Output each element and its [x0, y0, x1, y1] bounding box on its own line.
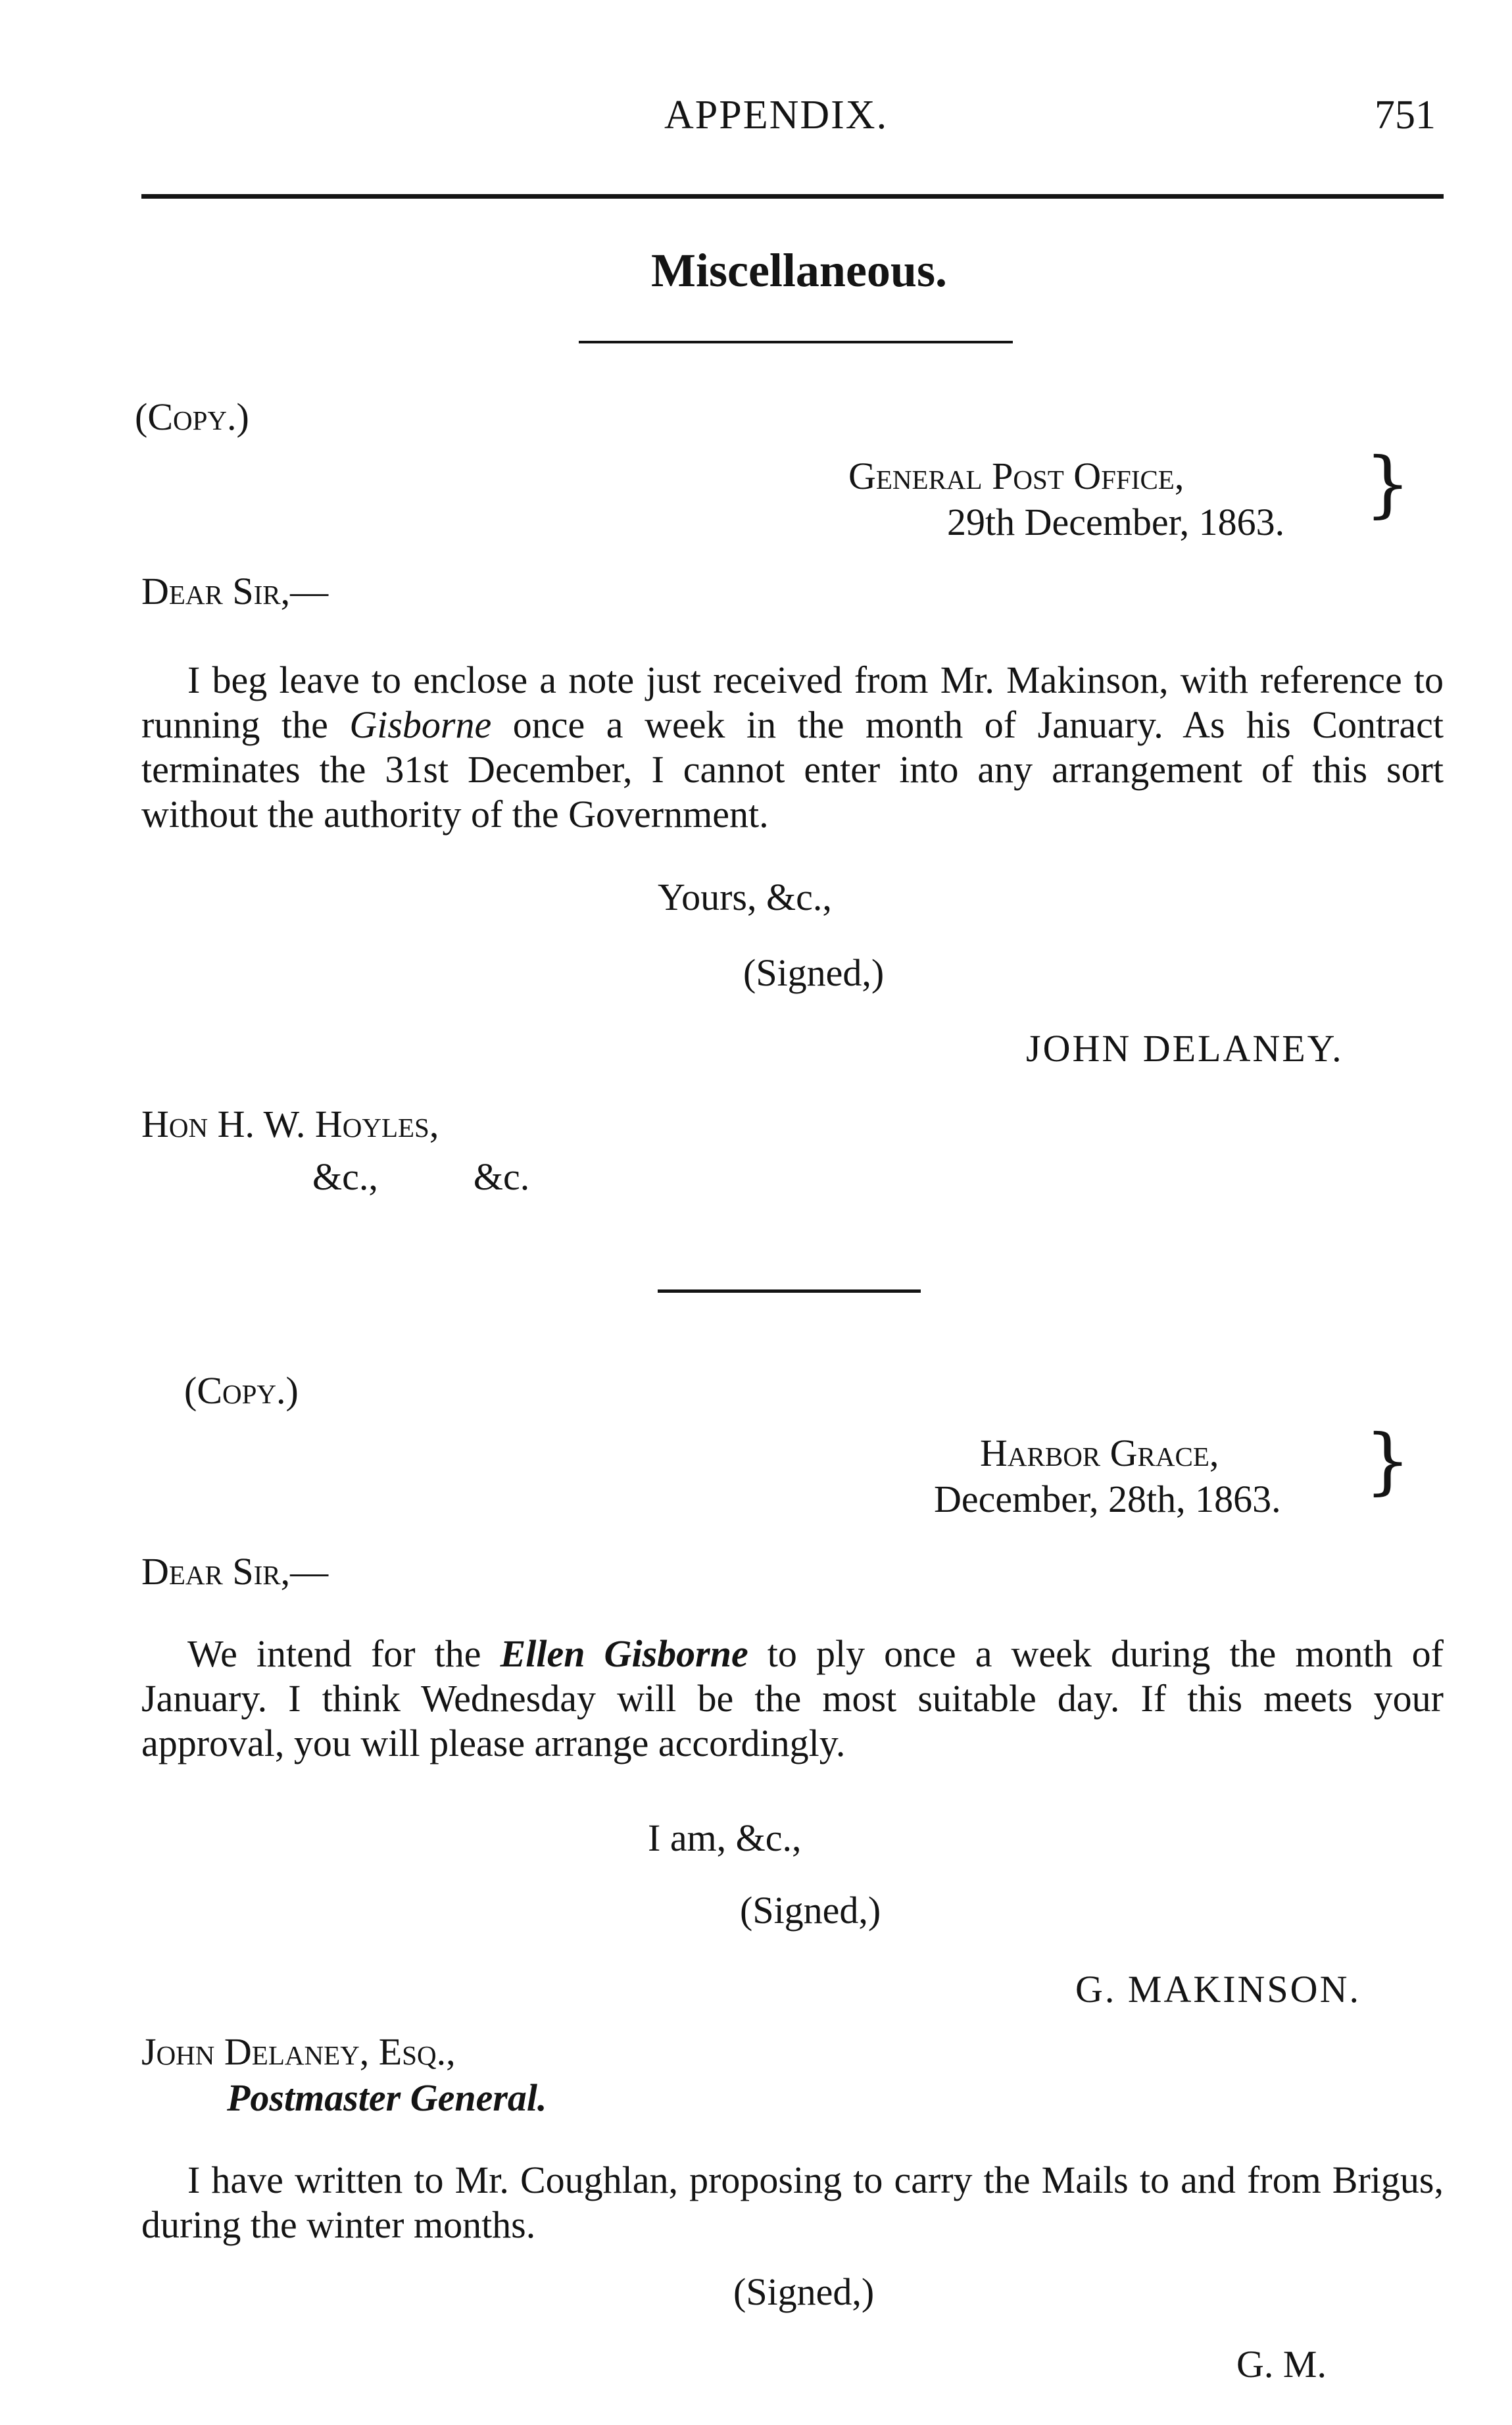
letter1-copy-label: (Copy.): [135, 395, 249, 438]
running-header-title: APPENDIX.: [664, 93, 889, 138]
letter1-salutation: Dear Sir,—: [141, 570, 329, 612]
letter1-closing: Yours, &c.,: [658, 876, 832, 918]
letter2-recipient-name: John Delaney, Esq.,: [141, 2030, 456, 2073]
postscript-signed: (Signed,): [733, 2270, 875, 2313]
letter2-signature: G. MAKINSON.: [1075, 1968, 1361, 2011]
letter2-address-line1: Harbor Grace,: [980, 1432, 1219, 1474]
letter1-recipient-etc: &c., &c.: [312, 1155, 530, 1198]
letter2-body: We intend for the Ellen Gisborne to ply once a week during the month of January. I think Wednesday will be the most suitable day. If this meets your approval, you will please arrange accordingly.: [141, 1632, 1444, 1764]
letter1-signature: JOHN DELANEY.: [1026, 1027, 1344, 1070]
letter2-copy-label: (Copy.): [184, 1369, 299, 1412]
letter1-address-line1: General Post Office,: [848, 455, 1184, 497]
letter2-salutation: Dear Sir,—: [141, 1550, 329, 1593]
header-rule: [141, 194, 1444, 199]
postscript-signature: G. M.: [1236, 2343, 1327, 2386]
letter2-recipient-title: Postmaster General.: [227, 2076, 547, 2119]
letter2-signed: (Signed,): [740, 1889, 881, 1932]
letters-divider: [658, 1289, 921, 1293]
letter1-signed: (Signed,): [743, 951, 885, 994]
section-rule: [579, 341, 1013, 343]
letter2-address-line2: December, 28th, 1863.: [934, 1478, 1281, 1520]
letter1-address-brace: }: [1365, 441, 1411, 526]
letter2-address-brace: }: [1365, 1418, 1411, 1503]
letter2-closing: I am, &c.,: [648, 1816, 802, 1859]
letter1-address-line2: 29th December, 1863.: [947, 501, 1285, 543]
letter1-body: I beg leave to enclose a note just received from Mr. Makinson, with reference to running the Gisborne once a week in the month of January. As his Contract terminates the 31st December, I cannot enter into any arrangement of this sort without the authority of the Government.: [141, 659, 1444, 836]
postscript-body: I have written to Mr. Coughlan, proposing to carry the Mails to and from Brigus, during the winter months.: [141, 2159, 1444, 2246]
page-number: 751: [1375, 93, 1436, 138]
section-title: Miscellaneous.: [651, 244, 947, 297]
letter1-recipient-name: Hon H. W. Hoyles,: [141, 1103, 439, 1145]
